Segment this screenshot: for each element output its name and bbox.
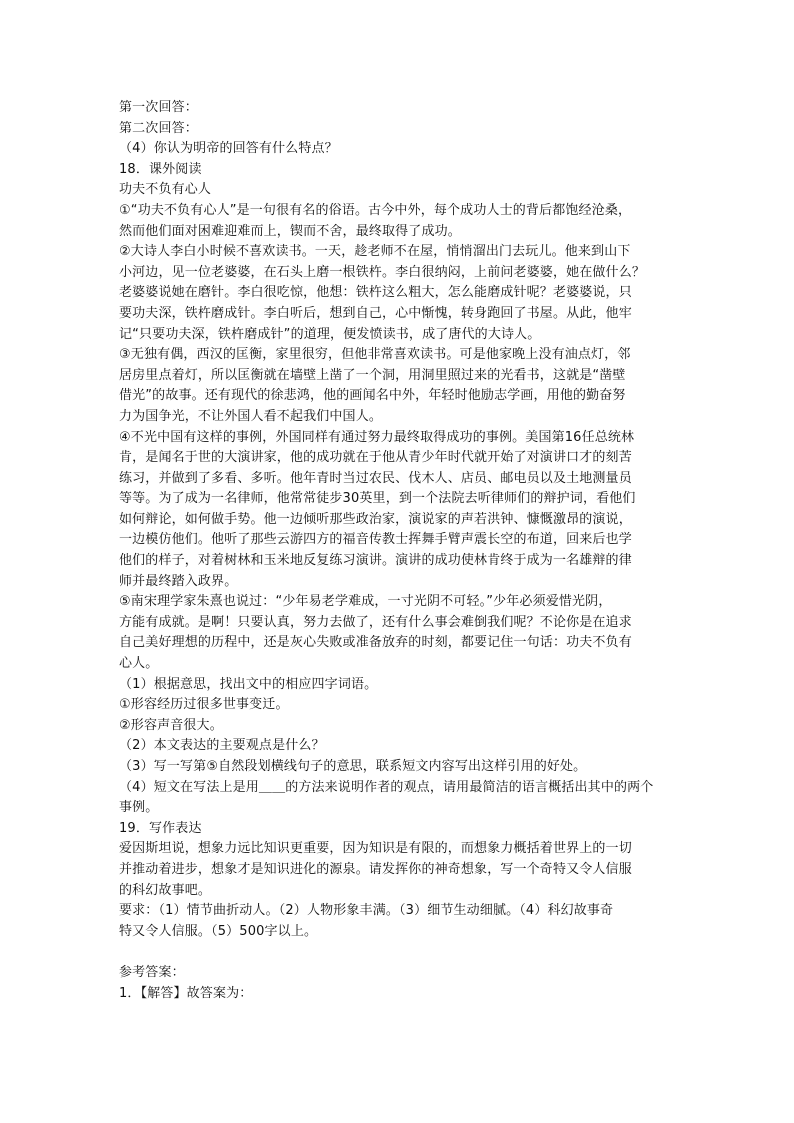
question-line: ①形容经历过很多世事变迁。	[119, 697, 289, 713]
paragraph-line: 自己美好理想的历程中，还是灰心失败或准备放弃的时刻，都要记住一句话：功夫不负有	[119, 635, 632, 651]
paragraph-line: 借光”的故事。还有现代的徐悲鸿，他的画闻名中外，年轻时他励志学画，用他的勤奋努	[119, 388, 626, 404]
requirements-line: 特又令人信服。（5）500字以上。	[119, 923, 318, 939]
question-line: 事例。	[119, 800, 159, 816]
question-line: （4）短文在写法上是用＿＿的方法来说明作者的观点，请用最简洁的语言概括出其中的两个	[119, 779, 654, 795]
paragraph-line: 力为国争光，不让外国人看不起我们中国人。	[119, 408, 383, 424]
paragraph-line: 老婆婆说她在磨针。李白很吃惊，他想：铁杵这么粗大，怎么能磨成针呢？老婆婆说，只	[119, 285, 632, 301]
paragraph-line: ③无独有偶，西汉的匡衡，家里很穷，但他非常喜欢读书。可是他家晚上没有油点灯，邻	[119, 347, 631, 363]
paragraph-line: 记“只要功夫深，铁杵磨成针”的道理，便发愤读书，成了唐代的大诗人。	[119, 326, 541, 342]
paragraph-line: ⑤南宋理学家朱熹也说过：“少年易老学难成，一寸光阴不可轻。”少年必须爱惜光阴，	[119, 594, 612, 610]
paragraph-line: 要功夫深，铁杵磨成针。李白听后，想到自己，心中惭愧，转身跑回了书屋。从此，他牢	[119, 305, 632, 321]
paragraph-line: 一边模仿他们。他听了那些云游四方的福音传教士挥舞手臂声震长空的布道，回来后也学	[119, 532, 632, 548]
paragraph-line: ④不光中国有这样的事例，外国同样有通过努力最终取得成功的事例。美国第16任总统林	[119, 429, 635, 445]
paragraph-line: ①“功夫不负有心人”是一句很有名的俗语。古今中外，每个成功人士的背后都饱经沧桑，	[119, 202, 632, 218]
question-line: （3）写一写第⑤自然段划横线句子的意思，联系短文内容写出这样引用的好处。	[119, 759, 587, 774]
paragraph-line: 心人。	[119, 656, 159, 672]
document-page	[119, 98, 677, 1004]
paragraph-line: 的科幻故事吧。	[119, 882, 212, 898]
section-heading: 18．课外阅读	[119, 161, 202, 177]
blank-line	[119, 942, 677, 963]
paragraph-line: 并推动着进步，想象才是知识进化的源泉。请发挥你的神奇想象，写一个奇特又令人信服	[119, 861, 632, 877]
paragraph-line: ②大诗人李白小时候不喜欢读书。一天，趁老师不在屋，悄悄溜出门去玩儿。他来到山下	[119, 244, 631, 260]
paragraph-line: 他们的样子，对着树林和玉米地反复练习演讲。演讲的成功使林肯终于成为一名雄辩的律	[119, 553, 632, 569]
question-line: （1）根据意思，找出文中的相应四字词语。	[119, 676, 378, 692]
paragraph-line: 居房里点着灯，所以匡衡就在墙壁上凿了一个洞，用洞里照过来的光看书，这就是“凿壁	[119, 367, 626, 383]
paragraph-line: 如何辩论，如何做手势。他一边倾听那些政治家，演说家的声若洪钟、慷慨激昂的演说，	[119, 511, 632, 527]
paragraph-line: 肯，是闻名于世的大演讲家，他的成功就在于他从青少年时代就开始了对演讲口才的刻苦	[119, 450, 632, 466]
paragraph-line: 练习，并做到了多看、多听。他年青时当过农民、伐木人、店员、邮电员以及土地测量员	[119, 470, 632, 486]
answers-heading: 参考答案：	[119, 964, 185, 980]
paragraph-line: 方能有成就。是啊！只要认真，努力去做了，还有什么事会难倒我们呢？不论你是在追求	[119, 614, 632, 630]
requirements-line: 要求：（1）情节曲折动人。（2）人物形象丰满。（3）细节生动细腻。（4）科幻故事奇	[119, 903, 614, 919]
paragraph-line: 小河边，见一位老婆婆，在石头上磨一根铁杵。李白很纳闷，上前问老婆婆，她在做什么？	[119, 264, 646, 280]
question-line: （2）本文表达的主要观点是什么？	[119, 738, 325, 754]
question-line: （4）你认为明帝的回答有什么特点？	[119, 141, 338, 157]
answer-line: 1．【解答】故答案为：	[119, 985, 253, 1001]
question-line: ②形容声音很大。	[119, 717, 223, 733]
paragraph-line: 爱因斯坦说，想象力远比知识更重要，因为知识是有限的，而想象力概括着世界上的一切	[119, 841, 632, 857]
text-line: 第二次回答：	[119, 120, 198, 136]
text-line: 第一次回答：	[119, 100, 198, 115]
paragraph-line: 然而他们面对困难迎难而上，锲而不舍，最终取得了成功。	[119, 223, 461, 239]
paragraph-line: 等等。为了成为一名律师，他常常徒步30英里，到一个法院去听律师们的辩护词，看他们	[119, 491, 636, 507]
paragraph-line: 师并最终踏入政界。	[119, 573, 238, 589]
article-title: 功夫不负有心人	[119, 182, 212, 198]
section-heading: 19．写作表达	[119, 820, 202, 836]
